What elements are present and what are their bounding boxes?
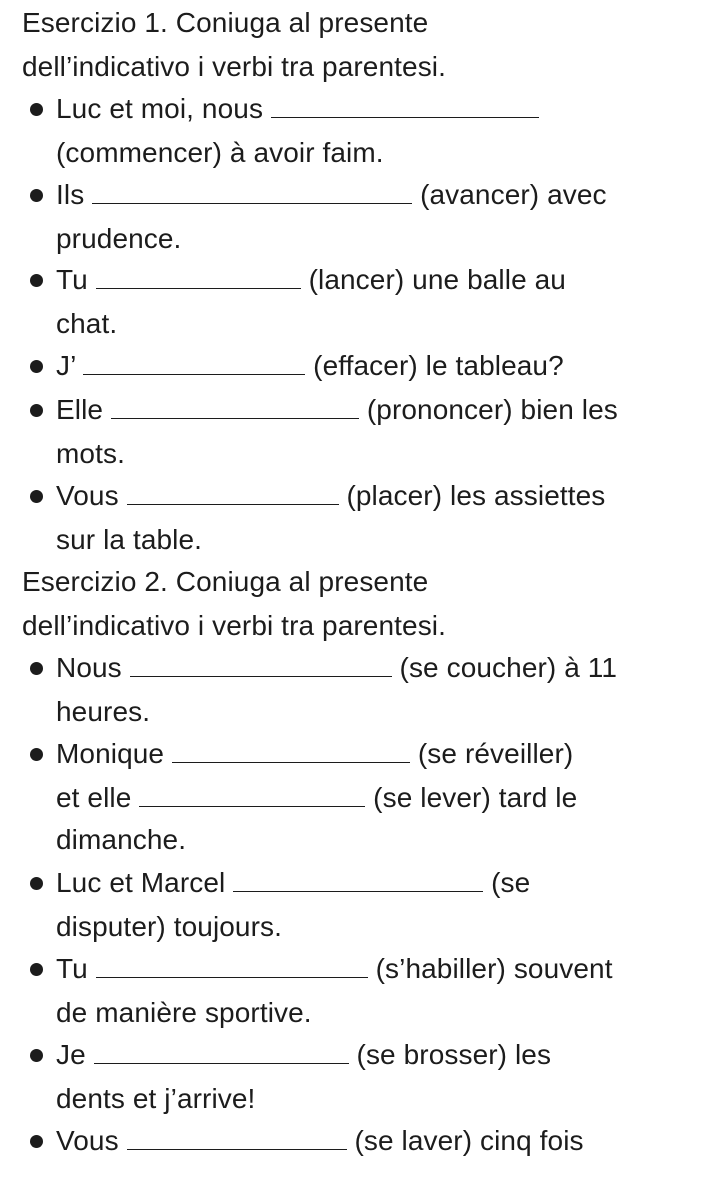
exercise2-item-2-cont (56, 784, 577, 812)
item-text-after: (placer) les assiettes (338, 480, 606, 511)
answer-blank[interactable] (233, 890, 483, 892)
item-text-before: Ils (56, 179, 93, 210)
bullet-icon (30, 103, 43, 116)
exercise2-item-3 (56, 869, 530, 897)
bullet-icon (30, 274, 43, 287)
exercise2-item-4 (56, 955, 613, 983)
item-text-before: Je (56, 1039, 94, 1070)
item-text-before: Nous (56, 652, 130, 683)
item-text-after: (lancer) une balle au (300, 264, 566, 295)
exercise2-item-1 (56, 654, 617, 682)
item-text-before: Vous (56, 1125, 127, 1156)
exercise2-item-5 (56, 1041, 551, 1069)
bullet-icon (30, 662, 43, 675)
item-text-after: (effacer) le tableau? (305, 350, 564, 381)
exercise1-item-3-cont: chat. (56, 308, 118, 339)
answer-blank[interactable] (271, 116, 539, 118)
exercise2-item-6 (56, 1127, 584, 1155)
exercise2-item-5-cont: dents et j’arrive! (56, 1083, 256, 1114)
item-text-before: Vous (56, 480, 127, 511)
answer-blank[interactable] (96, 976, 368, 978)
exercise2-heading-line2: dell’indicativo i verbi tra parentesi. (22, 610, 447, 641)
bullet-icon (30, 1135, 43, 1148)
exercise1-item-6 (56, 482, 605, 510)
bullet-icon (30, 963, 43, 976)
exercise2-item-3-cont: disputer) toujours. (56, 911, 283, 942)
exercise2-item-2-cont2: dimanche. (56, 824, 187, 855)
answer-blank[interactable] (83, 373, 305, 375)
bullet-icon (30, 189, 43, 202)
item-text-before: et elle (56, 782, 140, 813)
exercise1-item-4 (56, 352, 564, 380)
item-text-before: Elle (56, 394, 111, 425)
item-text-after: (se coucher) à 11 (391, 652, 618, 683)
item-text-after: (se brosser) les (348, 1039, 552, 1070)
exercise1-item-5 (56, 396, 618, 424)
item-text-before: Luc et moi, nous (56, 93, 271, 124)
exercise2-item-2 (56, 740, 573, 768)
item-text-after: (prononcer) bien les (358, 394, 618, 425)
answer-blank[interactable] (96, 287, 301, 289)
answer-blank[interactable] (127, 503, 339, 505)
exercise1-item-3 (56, 266, 566, 294)
exercise2-heading-line1: Esercizio 2. Coniuga al presente (22, 566, 429, 597)
bullet-icon (30, 748, 43, 761)
item-text-after: (se (483, 867, 531, 898)
answer-blank[interactable] (94, 1062, 349, 1064)
answer-blank[interactable] (172, 761, 410, 763)
item-text-after: (avancer) avec (412, 179, 607, 210)
exercise2-item-1-cont: heures. (56, 696, 151, 727)
item-text-after: (se laver) cinq fois (346, 1125, 584, 1156)
item-text-before: Monique (56, 738, 172, 769)
answer-blank[interactable] (130, 675, 392, 677)
exercise1-item-2 (56, 181, 607, 209)
exercise1-item-1 (56, 95, 539, 123)
bullet-icon (30, 360, 43, 373)
item-text-after: (se réveiller) (410, 738, 574, 769)
bullet-icon (30, 1049, 43, 1062)
bullet-icon (30, 877, 43, 890)
exercise2-item-4-cont: de manière sportive. (56, 997, 312, 1028)
answer-blank[interactable] (111, 417, 359, 419)
exercise1-item-5-cont: mots. (56, 438, 125, 469)
exercise1-item-2-cont: prudence. (56, 223, 182, 254)
item-text-after: (se lever) tard le (365, 782, 578, 813)
exercise1-heading-line2: dell’indicativo i verbi tra parentesi. (22, 51, 447, 82)
answer-blank[interactable] (127, 1148, 347, 1150)
exercise1-item-6-cont: sur la table. (56, 524, 203, 555)
item-text-before: J’ (56, 350, 84, 381)
item-text-before: Luc et Marcel (56, 867, 234, 898)
answer-blank[interactable] (139, 805, 365, 807)
item-text-before: Tu (56, 264, 96, 295)
exercise1-item-1-cont: (commencer) à avoir faim. (56, 137, 384, 168)
item-text-after: (s’habiller) souvent (367, 953, 613, 984)
bullet-icon (30, 490, 43, 503)
item-text-before: Tu (56, 953, 96, 984)
bullet-icon (30, 404, 43, 417)
exercise1-heading-line1: Esercizio 1. Coniuga al presente (22, 7, 429, 38)
answer-blank[interactable] (92, 202, 412, 204)
